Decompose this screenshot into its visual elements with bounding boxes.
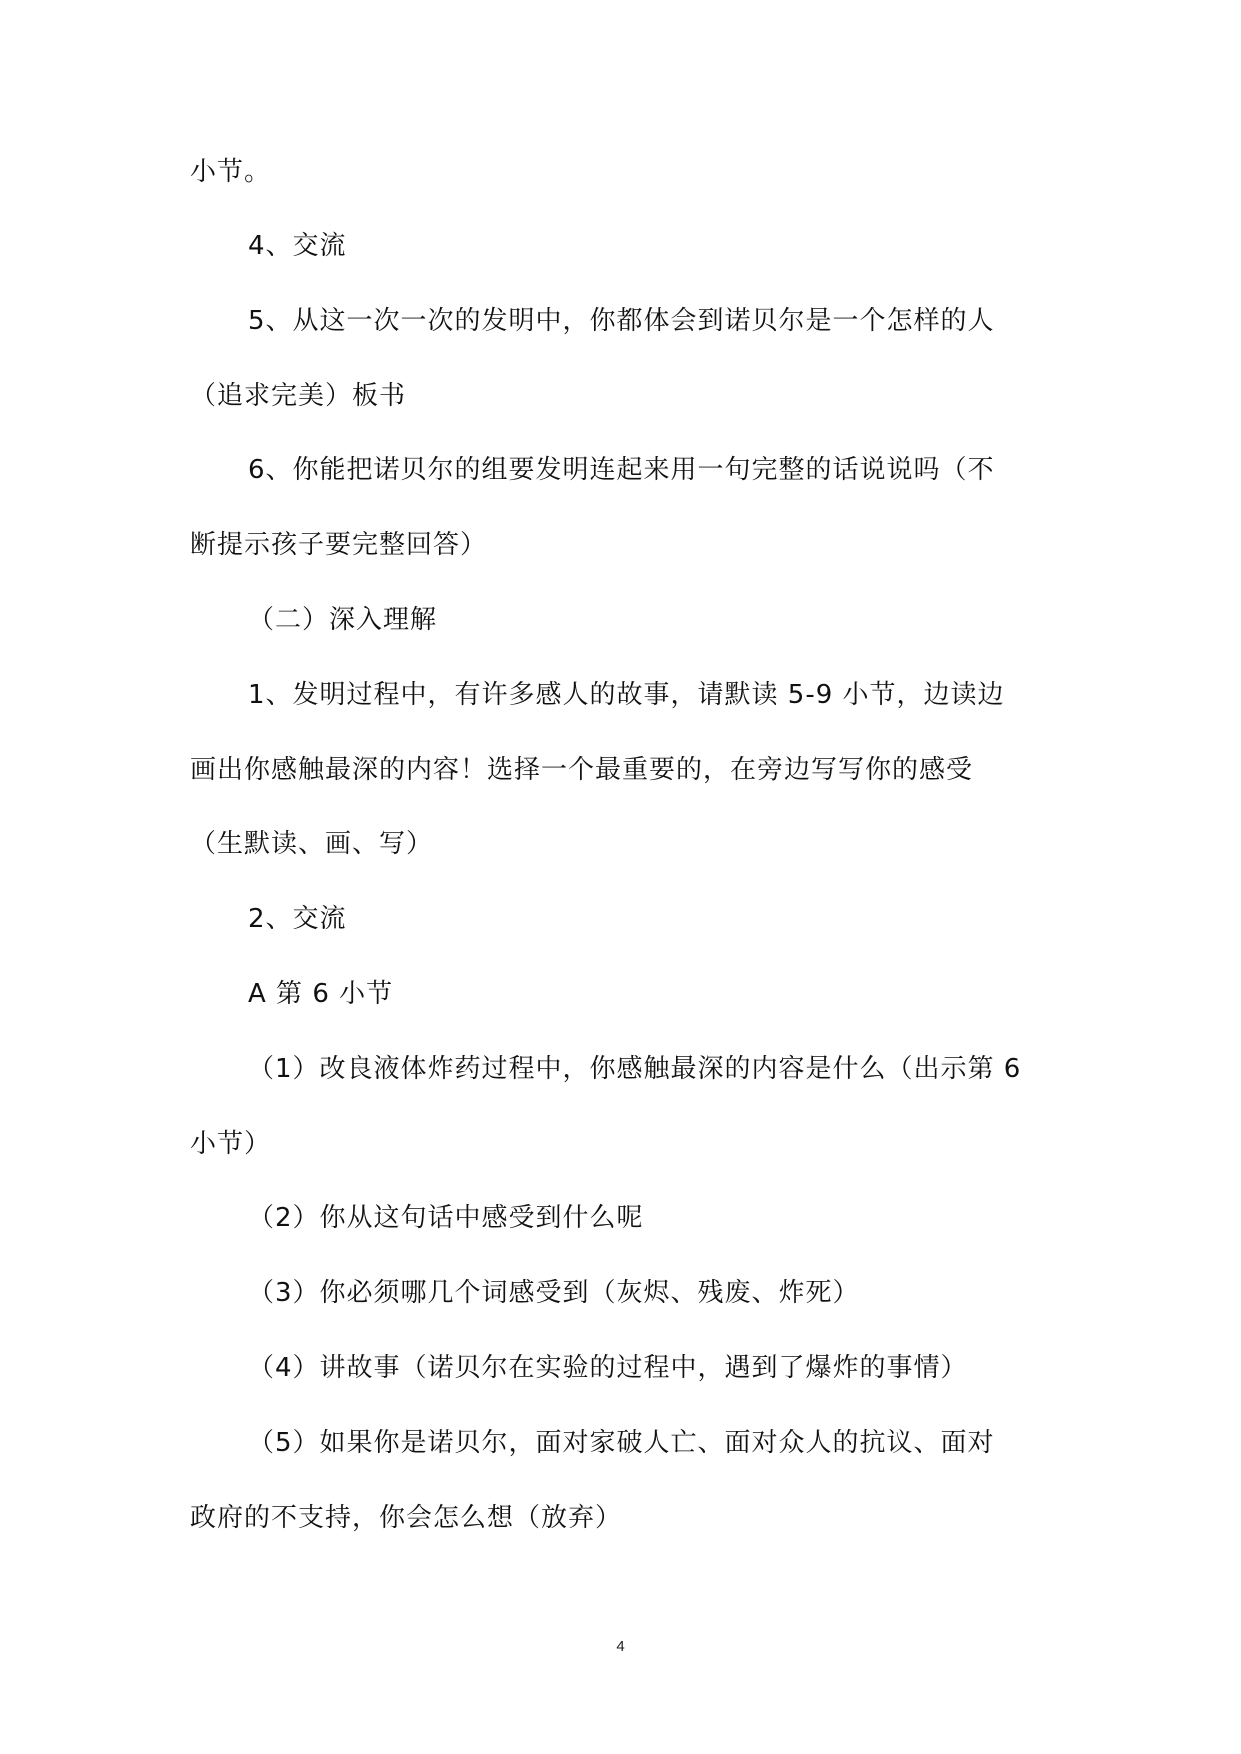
paragraph-line: （4）讲故事（诺贝尔在实验的过程中，遇到了爆炸的事情）: [248, 1353, 968, 1383]
paragraph-line: （2）你从这句话中感受到什么呢: [248, 1203, 644, 1233]
paragraph-line: （1）改良液体炸药过程中，你感触最深的内容是什么（出示第 6: [248, 1054, 1022, 1084]
paragraph-line: （生默读、画、写）: [190, 829, 434, 859]
paragraph-line: 小节。: [190, 157, 272, 187]
paragraph-line: 1、发明过程中，有许多感人的故事，请默读 5-9 小节，边读边: [248, 680, 1005, 710]
paragraph-line: （追求完美）板书: [190, 381, 407, 411]
section-heading: （二）深入理解: [248, 605, 438, 635]
paragraph-line: 4、交流: [248, 231, 347, 261]
paragraph-line: 2、交流: [248, 904, 347, 934]
paragraph-line: （3）你必须哪几个词感受到（灰烬、残废、炸死）: [248, 1278, 860, 1308]
paragraph-line: 政府的不支持，你会怎么想（放弃）: [190, 1503, 623, 1533]
paragraph-line: A 第 6 小节: [248, 979, 394, 1009]
paragraph-line: 6、你能把诺贝尔的组要发明连起来用一句完整的话说说吗（不: [248, 455, 995, 485]
paragraph-line: 画出你感触最深的内容！选择一个最重要的，在旁边写写你的感受: [190, 755, 974, 785]
paragraph-line: （5）如果你是诺贝尔，面对家破人亡、面对众人的抗议、面对: [248, 1428, 995, 1458]
page-number: 4: [616, 1638, 625, 1655]
paragraph-line: 小节）: [190, 1129, 272, 1159]
paragraph-line: 断提示孩子要完整回答）: [190, 530, 488, 560]
paragraph-line: 5、从这一次一次的发明中，你都体会到诺贝尔是一个怎样的人: [248, 306, 995, 336]
